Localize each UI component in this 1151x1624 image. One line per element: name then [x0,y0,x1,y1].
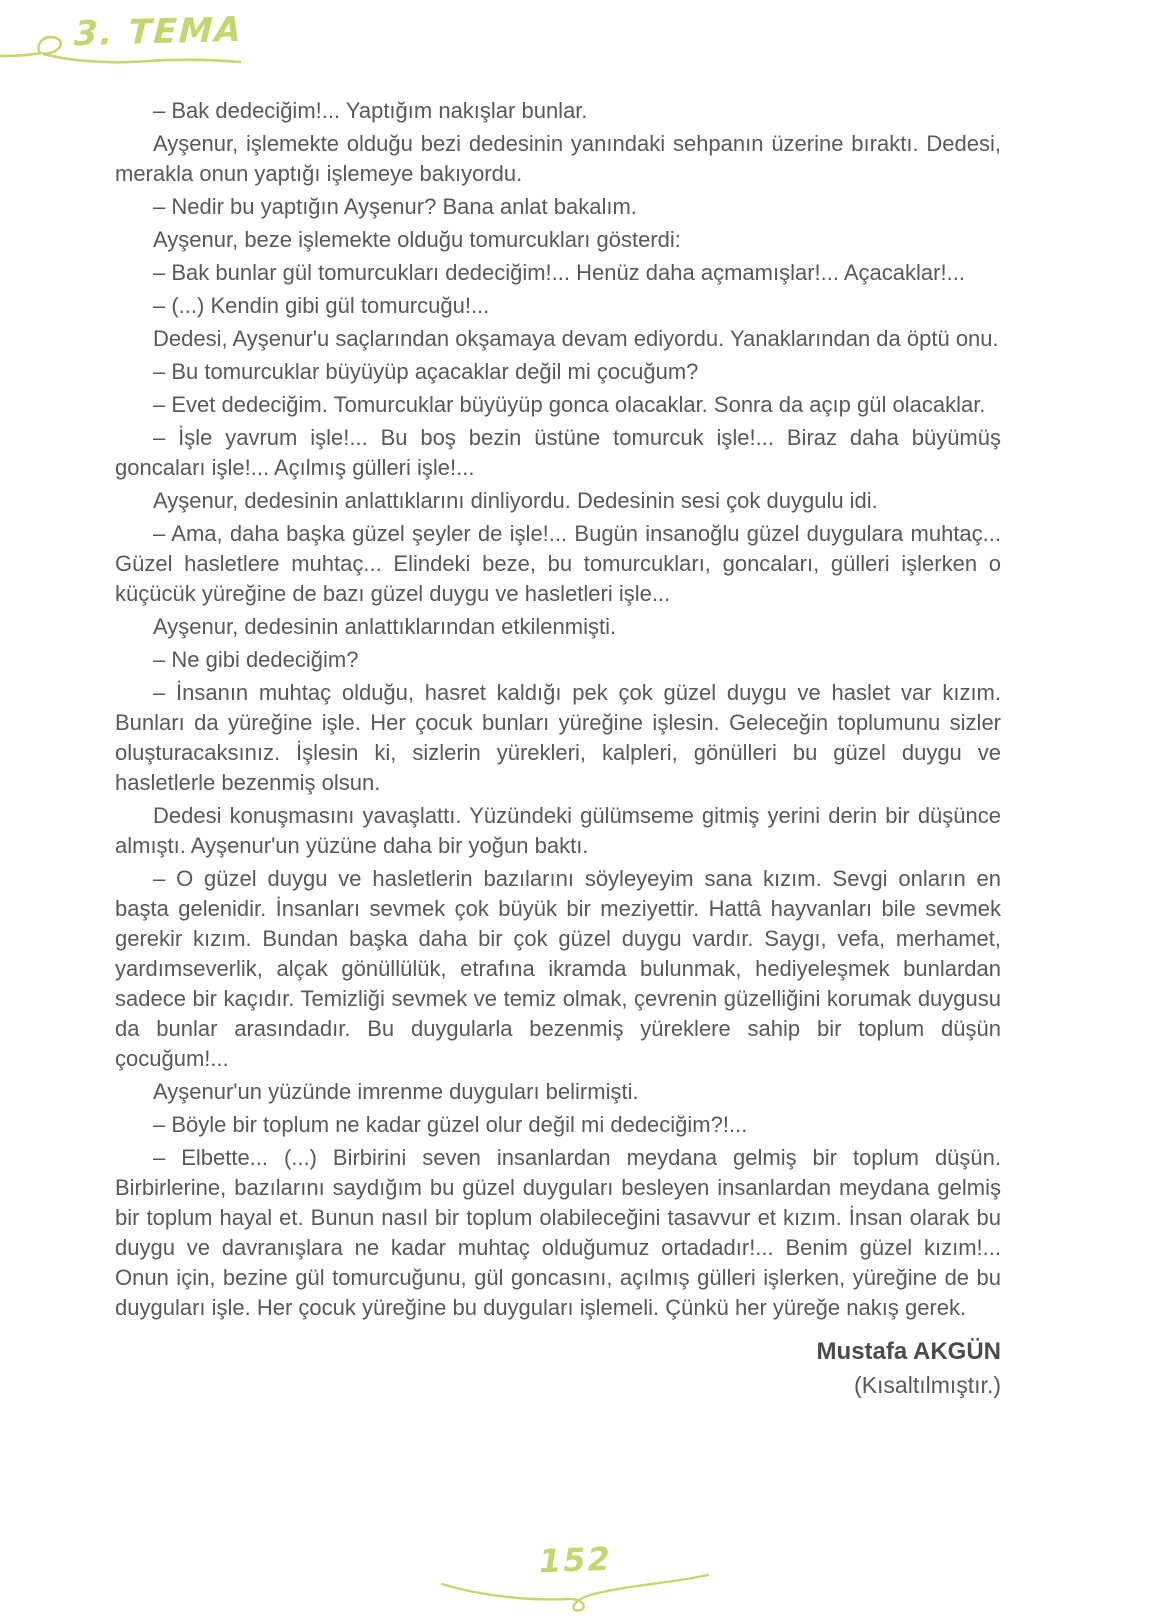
abridged-note: (Kısaltılmıştır.) [854,1372,1001,1398]
story-paragraph: – Elbette... (...) Birbirini seven insanlardan meydana gelmiş bir toplum düşün. Birbirlerine, bazılarını saydığım bu güzel duyguları besleyen insanlardan meydana gelmiş bir toplum hayal et. Bunun nasıl bir toplum olabileceğini tasavvur et kızım. İnsan olarak bu duygu ve davranışlara ne kadar muhtaç olduğumuz ortadadır!... Benim güzel kızım!... Onun için, bezine gül tomurcuğunu, gül goncasını, açılmış gülleri işlerken, yüreğine de bu duyguları işle. Her çocuk yüreğine bu duyguları işlemeli. Çünkü her yüreğe nakış gerek. [115,1145,1001,1320]
story-text [115,96,1001,1403]
page-header [0,0,320,80]
story-paragraph: – Bak dedeciğim!... Yaptığım nakışlar bunlar. [153,98,588,123]
story-paragraph: – Ne gibi dedeciğim? [153,647,359,672]
story-paragraph: – Bu tomurcuklar büyüyüp açacaklar değil mi çocuğum? [153,359,699,384]
story-paragraph: Ayşenur, beze işlemekte olduğu tomurcukları gösterdi: [153,227,681,252]
story-paragraph: Ayşenur, işlemekte olduğu bezi dedesinin yanındaki sehpanın üzerine bıraktı. Dedesi, merakla onun yaptığı işlemeye bakıyordu. [115,131,1001,186]
author-block [115,1337,1001,1400]
story-paragraph: Ayşenur'un yüzünde imrenme duyguları belirmişti. [153,1079,639,1104]
story-paragraph: – Nedir bu yaptığın Ayşenur? Bana anlat bakalım. [153,194,637,219]
story-paragraph: – İşle yavrum işle!... Bu boş bezin üstüne tomurcuk işle!... Biraz daha büyümüş goncaları işle!... Açılmış gülleri işle!... [115,425,1001,480]
story-paragraph: – İnsanın muhtaç olduğu, hasret kaldığı pek çok güzel duygu ve haslet var kızım. Bunları da yüreğine işle. Her çocuk bunları yüreğine işlesin. Geleceğin toplumunu sizler oluşturacaksınız. İşlesin ki, sizlerin yürekleri, kalpleri, gönülleri bu güzel duygu ve hasletlerle bezenmiş olsun. [115,680,1001,795]
author-name: Mustafa AKGÜN [816,1338,1001,1365]
story-paragraph: Ayşenur, dedesinin anlattıklarını dinliyordu. Dedesinin sesi çok duygulu idi. [153,488,878,513]
story-paragraph: – Böyle bir toplum ne kadar güzel olur değil mi dedeciğim?!... [153,1112,748,1137]
story-paragraph: – Ama, daha başka güzel şeyler de işle!... Bugün insanoğlu güzel duygulara muhtaç... Güzel hasletlere muhtaç... Elindeki beze, bu tomurcukları, goncaları, gülleri işlerken o küçücük yüreğine de bazı güzel duygu ve hasletleri işle... [115,521,1001,606]
story-paragraph: – (...) Kendin gibi gül tomurcuğu!... [153,293,490,318]
story-paragraph: Ayşenur, dedesinin anlattıklarından etkilenmişti. [153,614,617,639]
story-paragraph: Dedesi, Ayşenur'u saçlarından okşamaya devam ediyordu. Yanaklarından da öptü onu. [153,326,999,351]
tema-heading: 3. TEMA [73,9,244,55]
story-paragraph: – O güzel duygu ve hasletlerin bazılarını söyleyeyim sana kızım. Sevgi onların en başta gelenidir. İnsanları sevmek çok büyük bir meziyettir. Hattâ hayvanları bile sevmek gerekir kızım. Bundan başka daha bir çok güzel duygu vardır. Saygı, vefa, merhamet, yardımseverlik, alçak gönüllülük, etrafına ikramda bulunmak, hediyeleşmek bunlardan sadece bir kaçıdır. Temizliği sevmek ve temiz olmak, çevrenin güzelliğini korumak duygusu da bunlar arasındadır. Bu duygularla bezenmiş yüreklere sahip bir toplum düşün çocuğum!... [115,866,1001,1071]
story-paragraph: Dedesi konuşmasını yavaşlattı. Yüzündeki gülümseme gitmiş yerini derin bir düşünce almıştı. Ayşenur'un yüzüne daha bir yoğun baktı. [115,803,1001,858]
story-paragraph: – Bak bunlar gül tomurcukları dedeciğim!... Henüz daha açmamışlar!... Açacaklar!... [153,260,965,285]
story-paragraph: – Evet dedeciğim. Tomurcuklar büyüyüp gonca olacaklar. Sonra da açıp gül olacaklar. [153,392,986,417]
page-footer [0,1530,1151,1616]
page-number: 152 [538,1539,613,1581]
